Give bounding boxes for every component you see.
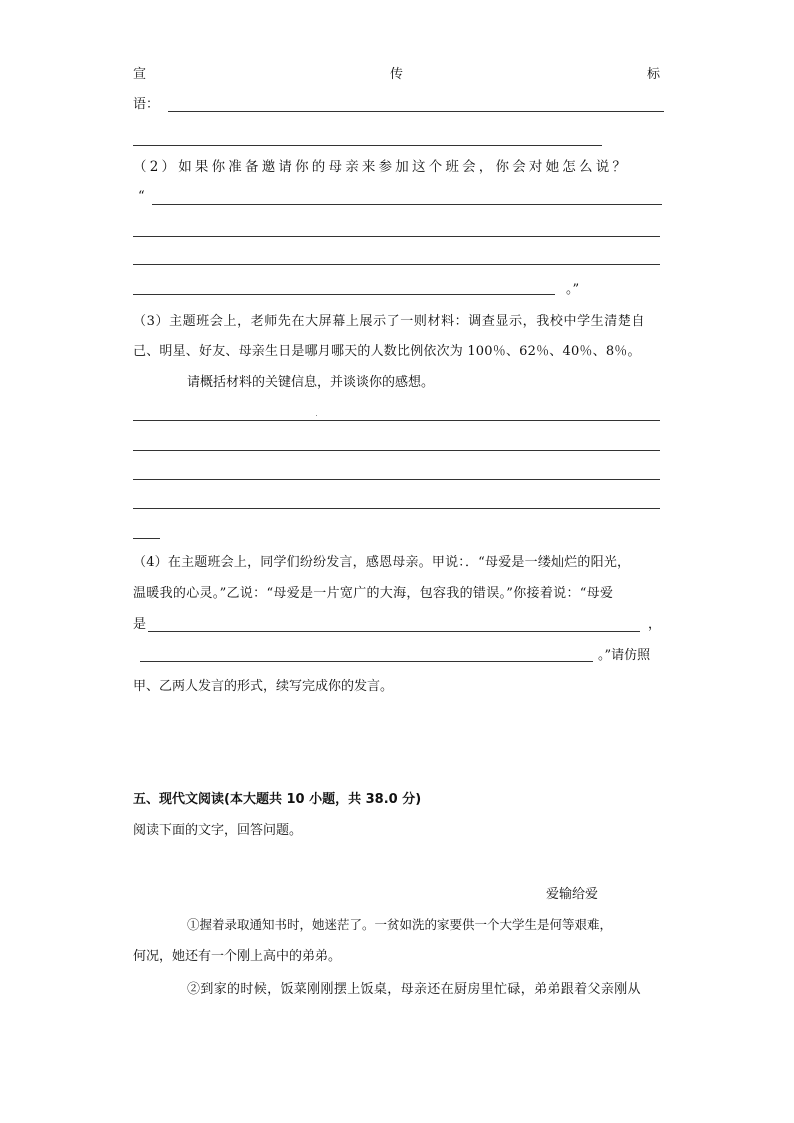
article-title: 爱输给爱 (546, 887, 599, 902)
article-para-2-line-1: ②到家的时候，饭菜刚刚摆上饭桌，母亲还在厨房里忙碌，弟弟跟着父亲刚从 (187, 982, 641, 997)
slogan-char-2: 传 (390, 67, 404, 82)
q4-answer-line-2[interactable] (140, 661, 593, 662)
q3-line-1: （3）主题班会上，老师先在大屏幕上展示了一则材料：调查显示，我校中学生清楚自 (133, 314, 646, 329)
q2-answer-line-3[interactable] (133, 264, 660, 265)
q4-line-2: 温暖我的心灵。”乙说：“母爱是一片宽广的大海，包容我的错误。”你接着说：“母爱 (133, 586, 614, 601)
q3-instruction: 请概括材料的关键信息，并谈谈你的感想。 (187, 375, 435, 390)
q4-line-1: （4）在主题班会上，同学们纷纷发言，感恩母亲。甲说：．“母爱是一缕灿烂的阳光， (133, 555, 631, 570)
section-5-heading: 五、现代文阅读(本大题共 10 小题，共 38.0 分) (133, 792, 422, 807)
slogan-answer-line-2[interactable] (133, 145, 602, 146)
q3-answer-line-5[interactable] (133, 538, 160, 539)
q3-line-2: 己、明星、好友、母亲生日是哪月哪天的人数比例依次为 100％、62％、40％、8％。 (133, 344, 641, 359)
slogan-char-4: 语： (133, 97, 160, 112)
q2-close: 。” (566, 282, 580, 297)
q4-line-4-end: 。”请仿照 (598, 648, 651, 663)
q2-answer-line-1[interactable] (152, 204, 662, 205)
slogan-char-1: 宣 (133, 67, 147, 82)
q4-answer-line-1[interactable] (148, 631, 640, 632)
slogan-answer-line-1[interactable] (168, 111, 664, 112)
article-para-1-line-2: 何况，她还有一个刚上高中的弟弟。 (133, 949, 342, 964)
slogan-char-3: 标 (647, 67, 661, 82)
q2-answer-line-4[interactable] (133, 294, 555, 295)
q3-answer-line-2[interactable] (133, 450, 660, 451)
stray-dot-mark (316, 415, 317, 416)
q2-answer-line-2[interactable] (133, 236, 660, 237)
q3-answer-line-1[interactable] (133, 420, 660, 421)
section-5-instruction: 阅读下面的文字，回答问题。 (133, 823, 303, 838)
q4-line-3-start: 是 (133, 617, 147, 632)
article-para-1-line-1: ①握着录取通知书时，她迷茫了。一贫如洗的家要供一个大学生是何等艰难， (187, 917, 613, 932)
q4-line-5: 甲、乙两人发言的形式，续写完成你的发言。 (133, 679, 394, 694)
q3-answer-line-4[interactable] (133, 508, 660, 509)
q4-line-3-end: ， (648, 617, 662, 632)
q2-prompt: （2）如果你准备邀请你的母亲来参加这个班会，你会对她怎么说？ (133, 159, 630, 175)
q2-open-quote: “ (138, 189, 145, 204)
q3-answer-line-3[interactable] (133, 479, 660, 480)
